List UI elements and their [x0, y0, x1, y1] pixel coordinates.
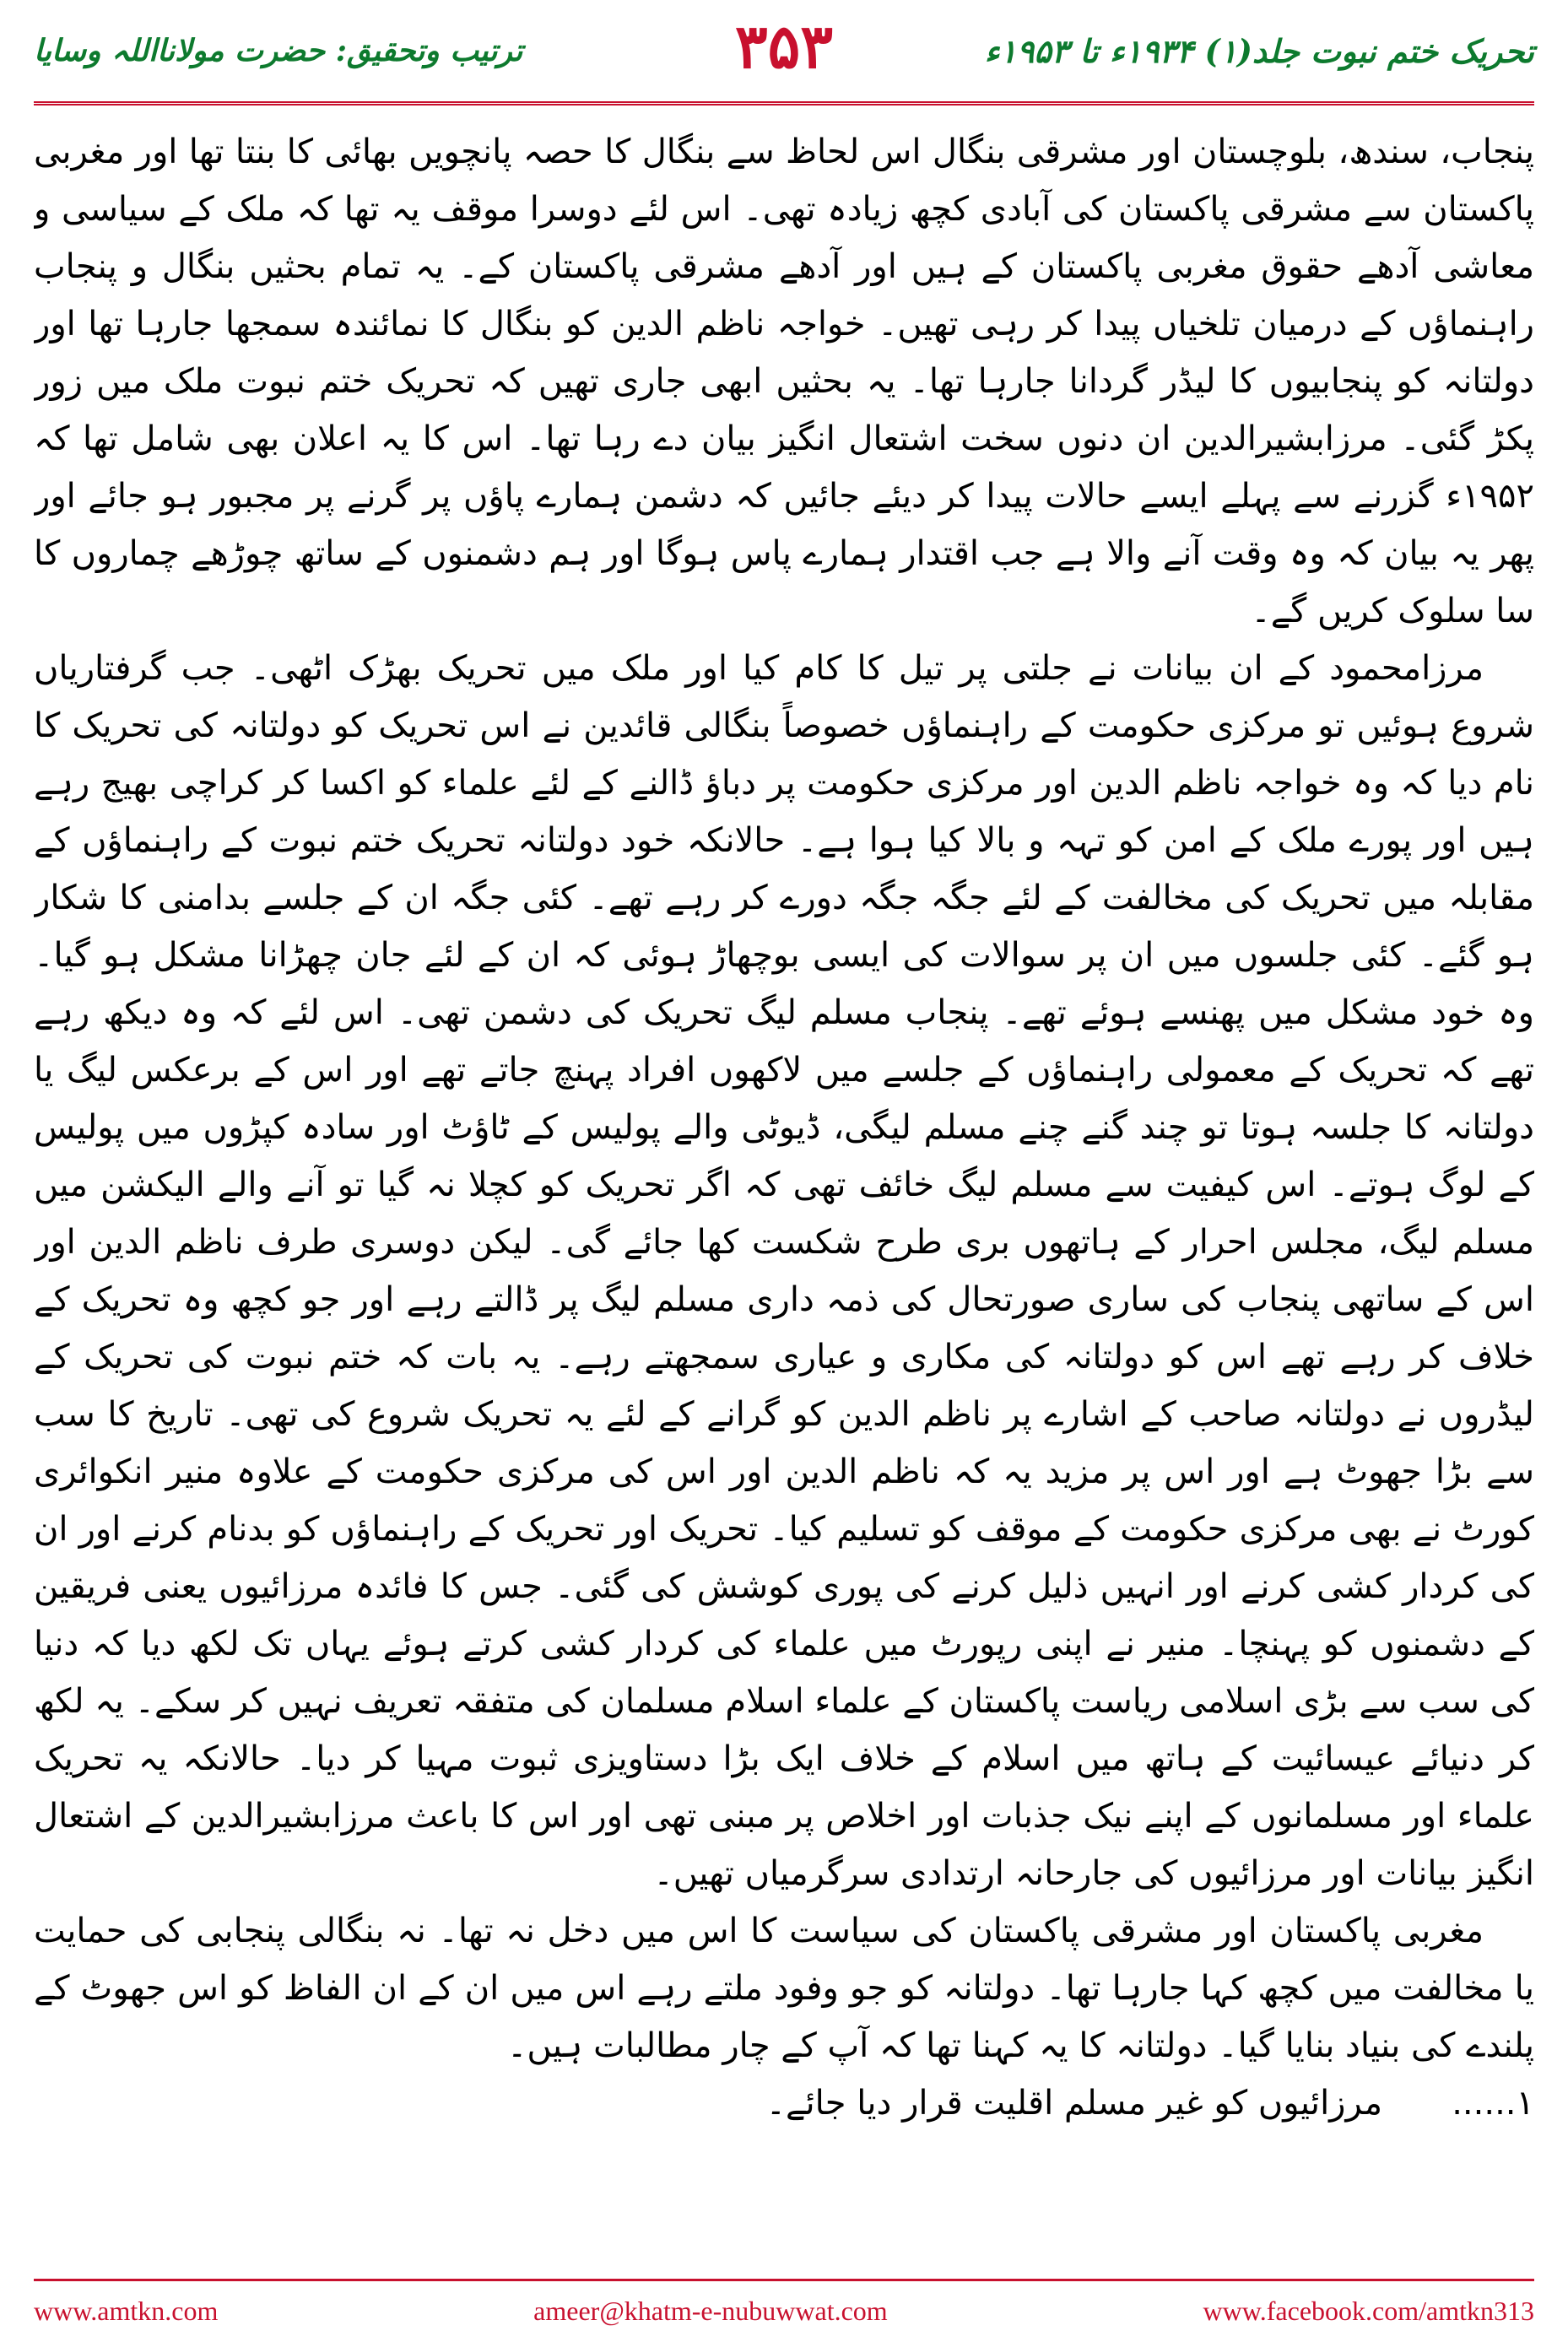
page-footer — [34, 2285, 1534, 2336]
book-title: تحریک ختم نبوت جلد(۱) ۱۹۳۴ء تا ۱۹۵۳ء — [984, 31, 1534, 70]
paragraph-1: پنجاب، سندھ، بلوچستان اور مشرقی بنگال اس لحاظ سے بنگال کا حصہ پانچویں بھائی کا بنتا تھا اور مغربی پاکستان سے مشرقی پاکستان کی آبادی کچھ زیادہ تھی۔ اس لئے دوسرا موقف یہ تھا کہ ملک کے سیاسی و معاشی آدھے حقوق مغربی پاکستان کے ہیں اور آدھے مشرقی پاکستان کے۔ یہ تمام بحثیں بنگال و پنجاب راہنماؤں کے درمیان تلخیاں پیدا کر رہی تھیں۔ خواجہ ناظم الدین کو بنگال کا نمائندہ سمجھا جارہا تھا اور دولتانہ کو پنجابیوں کا لیڈر گردانا جارہا تھا۔ یہ بحثیں ابھی جاری تھیں کہ تحریک ختم نبوت ملک میں زور پکڑ گئی۔ مرزابشیرالدین ان دنوں سخت اشتعال انگیز بیان دے رہا تھا۔ اس کا یہ اعلان بھی شامل تھا کہ ۱۹۵۲ء گزرنے سے پہلے ایسے حالات پیدا کر دیئے جائیں کہ دشمن ہمارے پاؤں پر گرنے پر مجبور ہو جائے اور پھر یہ بیان کہ وہ وقت آنے والا ہے جب اقتدار ہمارے پاس ہوگا اور ہم دشمنوں کے ساتھ چوڑھے چماروں کا سا سلوک کریں گے۔ — [34, 133, 1534, 630]
footer-divider — [34, 2279, 1534, 2281]
footer-website-link[interactable]: www.amtkn.com — [34, 2295, 219, 2326]
list-item-marker: ۱...... — [1452, 2084, 1534, 2123]
header-divider — [34, 101, 1534, 105]
footer-facebook-link[interactable]: www.facebook.com/amtkn313 — [1203, 2295, 1534, 2326]
list-item — [34, 2074, 1534, 2132]
author-credit: ترتیب وتحقیق: حضرت مولانااللہ وسایا — [34, 33, 523, 68]
paragraph-2: مرزامحمود کے ان بیانات نے جلتی پر تیل کا کام کیا اور ملک میں تحریک بھڑک اٹھی۔ جب گرفتاریاں شروع ہوئیں تو مرکزی حکومت کے راہنماؤں خصوصاً بنگالی قائدین نے اس تحریک کو دولتانہ کی تحریک کا نام دیا کہ وہ خواجہ ناظم الدین اور مرکزی حکومت پر دباؤ ڈالنے کے لئے علماء کو اکسا کر کراچی بھیج رہے ہیں اور پورے ملک کے امن کو تہہ و بالا کیا ہوا ہے۔ حالانکہ خود دولتانہ تحریک ختم نبوت کے راہنماؤں کے مقابلہ میں تحریک کی مخالفت کے لئے جگہ جگہ دورے کر رہے تھے۔ کئی جگہ ان کے جلسے بدامنی کا شکار ہو گئے۔ کئی جلسوں میں ان پر سوالات کی ایسی بوچھاڑ ہوئی کہ ان کے لئے جان چھڑانا مشکل ہو گیا۔ وہ خود مشکل میں پھنسے ہوئے تھے۔ پنجاب مسلم لیگ تحریک کی دشمن تھی۔ اس لئے کہ وہ دیکھ رہے تھے کہ تحریک کے معمولی راہنماؤں کے جلسے میں لاکھوں افراد پہنچ جاتے تھے اور اس کے برعکس لیگ یا دولتانہ کا جلسہ ہوتا تو چند گنے چنے مسلم لیگی، ڈیوٹی والے پولیس کے ٹاؤٹ اور سادہ کپڑوں میں پولیس کے لوگ ہوتے۔ اس کیفیت سے مسلم لیگ خائف تھی کہ اگر تحریک کو کچلا نہ گیا تو آنے والے الیکشن میں مسلم لیگ، مجلس احرار کے ہاتھوں بری طرح شکست کھا جائے گی۔ لیکن دوسری طرف ناظم الدین اور اس کے ساتھی پنجاب کی ساری صورتحال کی ذمہ داری مسلم لیگ پر ڈالتے رہے اور جو کچھ وہ تحریک کے خلاف کر رہے تھے اس کو دولتانہ کی مکاری و عیاری سمجھتے رہے۔ یہ بات کہ ختم نبوت کی تحریک کے لیڈروں نے دولتانہ صاحب کے اشارے پر ناظم الدین کو گرانے کے لئے یہ تحریک شروع کی تھی۔ تاریخ کا سب سے بڑا جھوٹ ہے اور اس پر مزید یہ کہ ناظم الدین اور اس کی مرکزی حکومت کے علاوہ منیر انکوائری کورٹ نے بھی مرکزی حکومت کے موقف کو تسلیم کیا۔ تحریک اور تحریک کے راہنماؤں کو بدنام کرنے اور ان کی کردار کشی کرنے اور انہیں ذلیل کرنے کی پوری کوشش کی گئی۔ جس کا فائدہ مرزائیوں یعنی فریقین کے دشمنوں کو پہنچا۔ منیر نے اپنی رپورٹ میں علماء کی کردار کشی کرتے ہوئے یہاں تک لکھ دیا کہ دنیا کی سب سے بڑی اسلامی ریاست پاکستان کے علماء اسلام مسلمان کی متفقہ تعریف نہیں کر سکے۔ یہ لکھ کر دنیائے عیسائیت کے ہاتھ میں اسلام کے خلاف ایک بڑا دستاویزی ثبوت مہیا کر دیا۔ حالانکہ یہ تحریک علماء اور مسلمانوں کے اپنے نیک جذبات اور اخلاص پر مبنی تھی اور اس کا باعث مرزابشیرالدین کے اشتعال انگیز بیانات اور مرزائیوں کی جارحانہ ارتدادی سرگرمیاں تھیں۔ — [34, 649, 1534, 1893]
footer-email-link[interactable]: ameer@khatm-e-nubuwwat.com — [533, 2295, 888, 2326]
page-header — [34, 0, 1534, 101]
page-body — [34, 123, 1534, 2267]
list-item-text: مرزائیوں کو غیر مسلم اقلیت قرار دیا جائے۔ — [765, 2084, 1382, 2123]
paragraph-3: مغربی پاکستان اور مشرقی پاکستان کی سیاست کا اس میں دخل نہ تھا۔ نہ بنگالی پنجابی کی حمایت یا مخالفت میں کچھ کہا جارہا تھا۔ دولتانہ کو جو وفود ملتے رہے اس میں ان کے ان الفاظ کو اس جھوٹ کے پلندے کی بنیاد بنایا گیا۔ دولتانہ کا یہ کہنا تھا کہ آپ کے چار مطالبات ہیں۔ — [34, 1912, 1534, 2065]
page-number: ۳۵۳ — [734, 10, 833, 82]
